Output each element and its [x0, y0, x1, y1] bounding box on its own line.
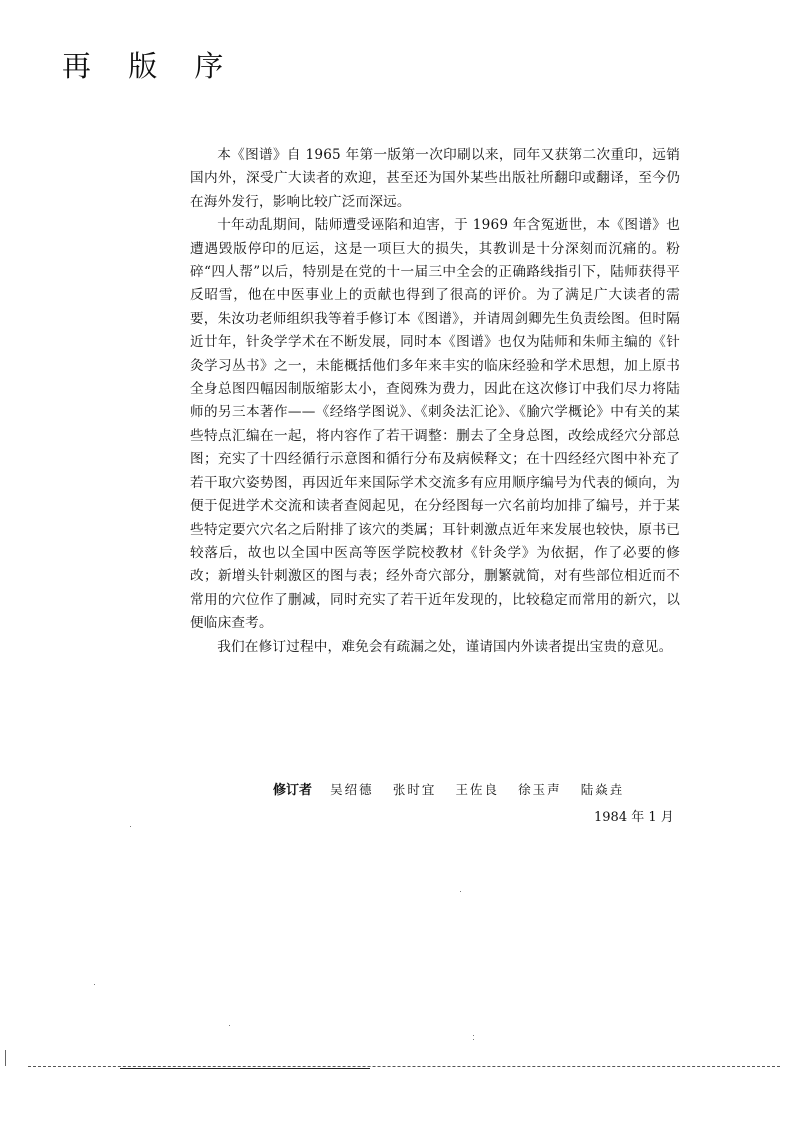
paragraph-3: 我们在修订过程中，难免会有疏漏之处，谨请国内外读者提出宝贵的意见。 [217, 638, 673, 655]
paragraph-2: 十年动乱期间，陆师遭受诬陷和迫害，于 1969 年含冤逝世，本《图谱》也遭遇毁版停印的厄运，这是一项巨大的损失，其教训是十分深刻而沉痛的。粉碎“四人帮”以后，特别是在党的十一届三中全会的正确路线指引下，陆师获得平反昭雪，他在中医事业上的贡献也得到了很高的评价。为了满足广大读者的需要，朱汝功老师组织我等着手修订本《图谱》，并请周剑卿先生负责绘图。但时隔近廿年，针灸学学术在不断发展，同时本《图谱》也仅为陆师和朱师主编的《针灸学习丛书》之一，未能概括他们多年来丰实的临床经验和学术思想，加上原书全身总图四幅因制版缩影太小，查阅殊为费力，因此在这次修订中我们尽力将陆师的另三本著作——《经络学图说》、《刺灸法汇论》、《腧穴学概论》中有关的某些特点汇编在一起，将内容作了若干调整：删去了全身总图，改绘成经穴分部总图；充实了十四经循行示意图和循行分布及病候释文；在十四经经穴图中补充了若干取穴姿势图，再因近年来国际学术交流多有应用顺序编号为代表的倾向，为便于促进学术交流和读者查阅起见，在分经图每一穴名前均加排了编号，并于某些特定要穴穴名之后附排了该穴的类属；耳针刺激点近年来发展也较快，原书已较落后，故也以全国中医高等医学院校教材《针灸学》为依据，作了必要的修改；新增头针刺激区的图与表；经外奇穴部分，删繁就简，对有些部位相近而不常用的穴位作了删减，同时充实了若干近年发现的，比较稳定而常用的新穴，以便临床查考。 [190, 217, 680, 632]
reviser-name: 吴绍德 [330, 782, 374, 797]
scan-speck [473, 1039, 474, 1040]
scan-speck [229, 1025, 230, 1026]
paragraph-1: 本《图谱》自 1965 年第一版第一次印刷以来，同年又获第二次重印，远销国内外，深受广大读者的欢迎，甚至还为国外某些出版社所翻印或翻译，至今仍在海外发行，影响比较广泛而深远。 [190, 147, 680, 210]
scan-speck [460, 891, 461, 892]
date-line: 1984 年 1 月 [594, 810, 674, 825]
page-edge-mark [5, 1050, 6, 1066]
reviser-name: 徐玉声 [518, 782, 562, 797]
reviser-label: 修订者 [273, 783, 313, 798]
reviser-name: 陆焱垚 [580, 782, 625, 797]
page-title: 再 版 序 [62, 49, 238, 83]
reviser-name: 张时宜 [392, 782, 437, 797]
page-edge-rule [28, 1066, 780, 1067]
scan-speck [94, 984, 95, 985]
page-edge-rule-dark [120, 1068, 370, 1069]
signature-line [273, 779, 639, 798]
scan-speck [473, 1035, 474, 1036]
scan-speck [130, 826, 131, 827]
preface-body [190, 144, 680, 659]
reviser-name: 王佐良 [455, 782, 499, 797]
